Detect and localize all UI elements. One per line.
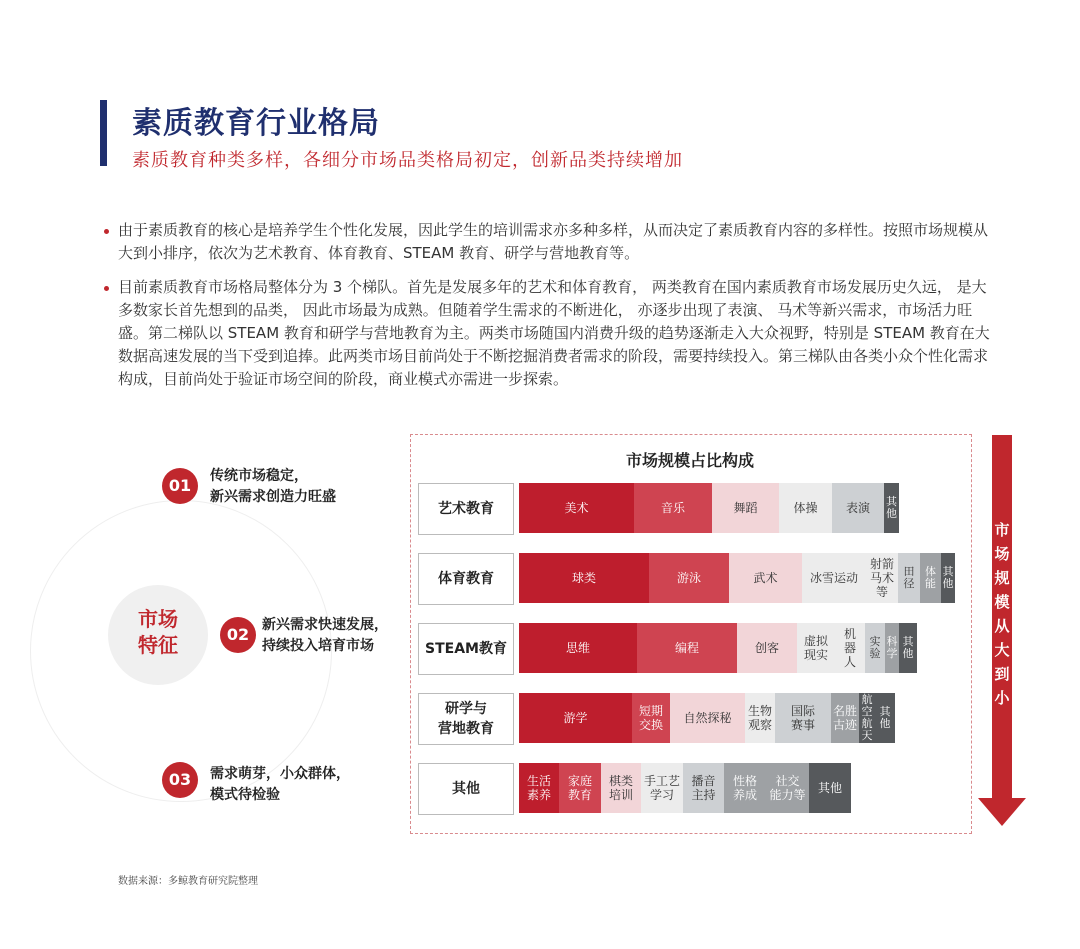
bar-segment: 社交 能力等 — [766, 763, 809, 813]
feature-number-02: 02 — [220, 617, 256, 653]
bar-segment: 游泳 — [649, 553, 729, 603]
paragraph-1: 由于素质教育的核心是培养学生个性化发展，因此学生的培训需求亦多种多样，从而决定了素质教育内容的多样性。按照市场规模从大到小排序，依次为艺术教育、体育教育、STEAM 教育、研学与营地教育等。 — [118, 221, 989, 262]
bar-segment: 播音 主持 — [683, 763, 724, 813]
chart-title: 市场规模占比构成 — [625, 451, 754, 470]
bar-segment: 创客 — [737, 623, 797, 673]
bar-segment: 冰雪运动 — [802, 553, 866, 603]
bar-segment: 性格 养成 — [724, 763, 766, 813]
bar-segment: 其 他 — [941, 553, 955, 603]
source-note: 数据来源：多鲸教育研究院整理 — [118, 876, 258, 887]
bar-segment: 手工艺 学习 — [641, 763, 683, 813]
bar-segment: 思维 — [519, 623, 637, 673]
bar-segment: 射箭 马术 等 — [866, 553, 898, 603]
bar-segment: 国际 赛事 — [775, 693, 831, 743]
bar-segment: 虚拟 现实 — [797, 623, 835, 673]
bar-segment: 田 径 — [898, 553, 920, 603]
feature-text-01: 传统市场稳定， 新兴需求创造力旺盛 — [210, 468, 336, 505]
row-label: 艺术教育 — [418, 483, 514, 535]
row-label: 研学与 营地教育 — [418, 693, 514, 745]
row-label: 体育教育 — [418, 553, 514, 605]
feature-number-01: 01 — [162, 468, 198, 504]
bar-segment: 实 验 — [865, 623, 885, 673]
paragraph-2: 目前素质教育市场格局整体分为 3 个梯队。首先是发展多年的艺术和体育教育， 两类教育在国内素质教育市场发展历史久远， 是大多数家长首先想到的品类， 因此市场最为成熟。但随着学生需求的不断进化， 亦逐步出现了表演、 马术等新兴需求，市场活力旺盛。第二梯队以 STEAM 教育和研学与营地教育为主。两类市场随国内消费升级的趋势逐渐走入大众视野，特别是 STEAM 教育在大数据高速发展的当下受到追捧。此两类市场目前尚处于不断挖掘消费者需求的阶段，需要持续投入。第三梯队由各类小众个性化需求构成，目前尚处于验证市场空间的阶段，商业模式亦需进一步探索。 — [118, 278, 990, 388]
bullet-dot — [104, 229, 109, 234]
page-subtitle: 素质教育种类多样，各细分市场品类格局初定，创新品类持续增加 — [132, 150, 683, 171]
feature-text-02: 新兴需求快速发展， 持续投入培育市场 — [262, 617, 388, 654]
bar-segment: 体操 — [779, 483, 832, 533]
bar-segment: 武术 — [729, 553, 802, 603]
bar-segment: 机 器 人 — [835, 623, 865, 673]
bar-segment: 名胜 古迹 — [831, 693, 859, 743]
bar-segment: 编程 — [637, 623, 737, 673]
bar-segment: 航 空 航 天 — [859, 693, 875, 743]
bar-segment: 音乐 — [634, 483, 712, 533]
row-label: STEAM教育 — [418, 623, 514, 675]
row-label: 其他 — [418, 763, 514, 815]
bar-segment: 其 他 — [884, 483, 899, 533]
bar-segment: 生物 观察 — [745, 693, 775, 743]
bar-segment: 生活 素养 — [519, 763, 559, 813]
bar-segment: 美术 — [519, 483, 634, 533]
feature-number-03: 03 — [162, 762, 198, 798]
arrow-down-icon — [978, 798, 1026, 826]
bar-segment: 其 他 — [875, 693, 895, 743]
bar-segment: 其 他 — [899, 623, 917, 673]
bullet-dot — [104, 286, 109, 291]
title-accent-bar — [100, 100, 107, 166]
page-title: 素质教育行业格局 — [132, 106, 380, 141]
bar-segment: 球类 — [519, 553, 649, 603]
bar-segment: 其他 — [809, 763, 851, 813]
bar-segment: 体 能 — [920, 553, 941, 603]
market-feature-label: 市场 特征 — [138, 607, 178, 657]
arrow-label: 市 场 规 模 从 大 到 小 — [994, 521, 1010, 707]
bar-segment: 科 学 — [885, 623, 899, 673]
bar-segment: 自然探秘 — [670, 693, 745, 743]
bar-segment: 游学 — [519, 693, 632, 743]
bar-segment: 棋类 培训 — [601, 763, 641, 813]
bar-segment: 舞蹈 — [712, 483, 779, 533]
bar-segment: 家庭 教育 — [559, 763, 601, 813]
bar-segment: 表演 — [832, 483, 884, 533]
feature-text-03: 需求萌芽，小众群体， 模式待检验 — [210, 766, 350, 803]
bar-segment: 短期 交换 — [632, 693, 670, 743]
